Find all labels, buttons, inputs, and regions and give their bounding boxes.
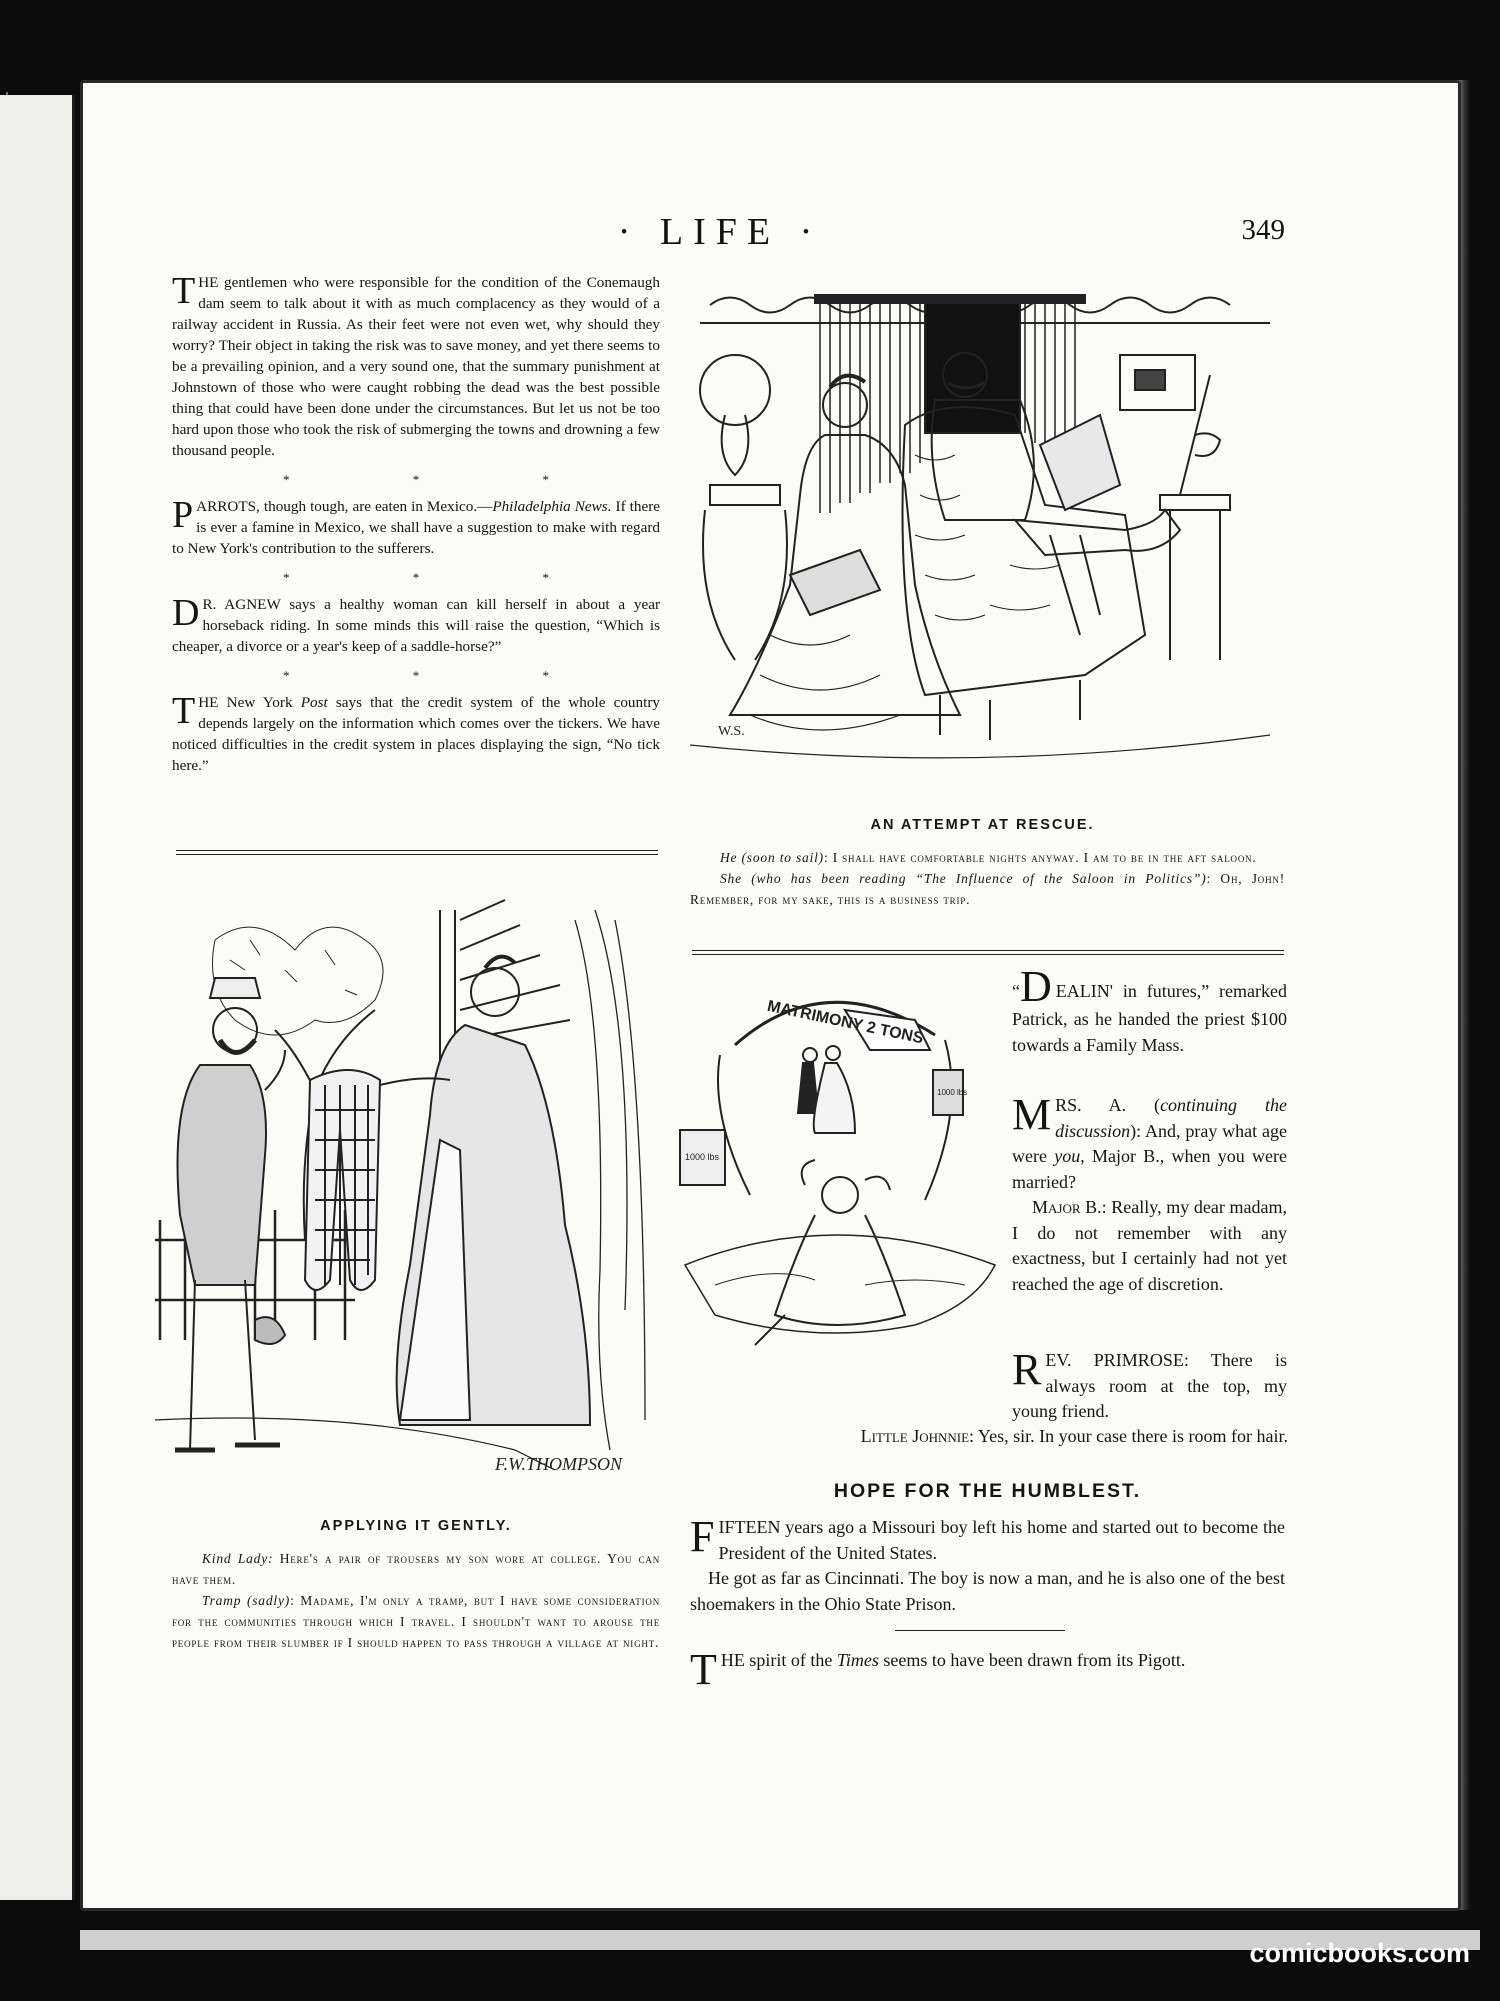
weight-label: 1000 lbs — [685, 1152, 720, 1162]
matrimony-illustration — [675, 985, 1005, 1385]
paragraph-agnew: D R. AGNEW says a healthy woman can kill herself in about a year horseback riding. In some minds this will raise the question, “Which is cheaper, a divorce or a year's keep of a saddle-horse?” — [172, 592, 660, 655]
section-stars: * * * — [283, 668, 609, 683]
section-stars: * * * — [283, 570, 609, 585]
drop-cap: D — [1020, 962, 1052, 1011]
previous-page — [0, 95, 75, 1900]
section-divider — [692, 950, 1284, 955]
drop-cap: F — [690, 1512, 715, 1561]
section-stars: * * * — [283, 472, 609, 487]
hope-article: FIFTEEN years ago a Missouri boy left his home and started out to become the President of the United States. He got as far as Cincinnati. The boy is now a man, and he is also one of the best shoemakers in the Ohio State Prison. — [690, 1512, 1285, 1614]
rescue-signature: W.S. — [718, 724, 745, 739]
drop-cap: T — [172, 270, 196, 312]
little-johnnie-text: Little Johnnie: Yes, sir. In your case there is room for hair. — [860, 1426, 1288, 1446]
rev-primrose-text: REV. PRIMROSE: There is always room at the top, my young friend. — [1012, 1345, 1287, 1421]
times-paragraph: THE spirit of the Times seems to have been drawn from its Pigott. — [690, 1645, 1186, 1694]
drop-cap: T — [172, 690, 196, 732]
gently-caption: Kind Lady: Here's a pair of trousers my son wore at college. You can have them. Tramp (sadly): Madame, I'm only a tramp, but I have some consideration for the communities through which I travel. I shouldn't want to arouse the people from their slumber if I should happen to pass through a village at night. — [172, 1551, 660, 1650]
drop-cap: M — [1012, 1090, 1052, 1139]
drop-cap: R — [1012, 1345, 1042, 1394]
paragraph-credit: THE New York Post says that the credit system of the whole country depends largely on the information which comes over the tickers. We have noticed difficulties in the credit system in places displaying the sign, “No tick here.” — [172, 690, 660, 774]
page-number: 349 — [1241, 214, 1285, 246]
left-editorial-column — [172, 272, 660, 776]
paragraph-conemaugh: THE gentlemen who were responsible for the condition of the Conemaugh dam seem to talk about it with as much complacency as they would of a railway accident in Russia. As their feet were not even wet, why should they worry? Their object in taking the risk was to save money, and yet there seems to be a prevailing opinion, and a very sound one, that the summary punishment at Johnstown of those who were caught robbing the dead was the best possible thing that could have been done under the circumstances. But let us not be too hard upon those who took the risk of submerging the towns and drowning a few thousand people. — [172, 270, 660, 459]
drop-cap: P — [172, 494, 194, 536]
paragraph-parrots: PARROTS, though tough, are eaten in Mexico.—Philadelphia News. If there is ever a famine in Mexico, we shall have a suggestion to make with regard to New York's contribution to the sufferers. — [172, 494, 661, 557]
masthead-title: · LIFE · — [617, 211, 823, 253]
matrimony-banner: MATRIMONY 2 TONS — [765, 997, 925, 1048]
drop-cap: D — [172, 592, 200, 634]
mrs-a-text: MRS. A. (continuing the discussion): And, pray what age were you, Major B., when you were married? Major B.: Really, my dear madam, I do not remember with any exactness, but I certainly had not yet reached the age of discretion. — [1012, 1090, 1287, 1294]
short-divider — [895, 1630, 1065, 1631]
gently-signature: F.W.THOMPSON — [495, 1454, 623, 1474]
dealin-futures-text: “D EALIN' in futures,” remarked Patrick, as he handed the priest $100 towards a Family Mass. — [1012, 962, 1287, 1055]
rescue-caption: He (soon to sail): I shall have comfortable nights anyway. I am to be in the aft saloon. She (who has been reading “The Influence of the Saloon in Politics”): Oh, John! Remember, for my sake, this is a business trip. — [690, 850, 1285, 907]
section-divider — [176, 850, 658, 855]
drop-cap: T — [690, 1645, 717, 1694]
rescue-title: AN ATTEMPT AT RESCUE. — [870, 817, 1095, 833]
rescue-illustration — [690, 275, 1275, 795]
site-watermark: comicbooks.com — [1249, 1938, 1470, 1968]
gently-title: APPLYING IT GENTLY. — [320, 1518, 512, 1534]
hope-headline: HOPE FOR THE HUMBLEST. — [833, 1480, 1142, 1502]
gently-illustration — [155, 880, 660, 1480]
weight-label: 1000 lbs — [937, 1088, 968, 1097]
